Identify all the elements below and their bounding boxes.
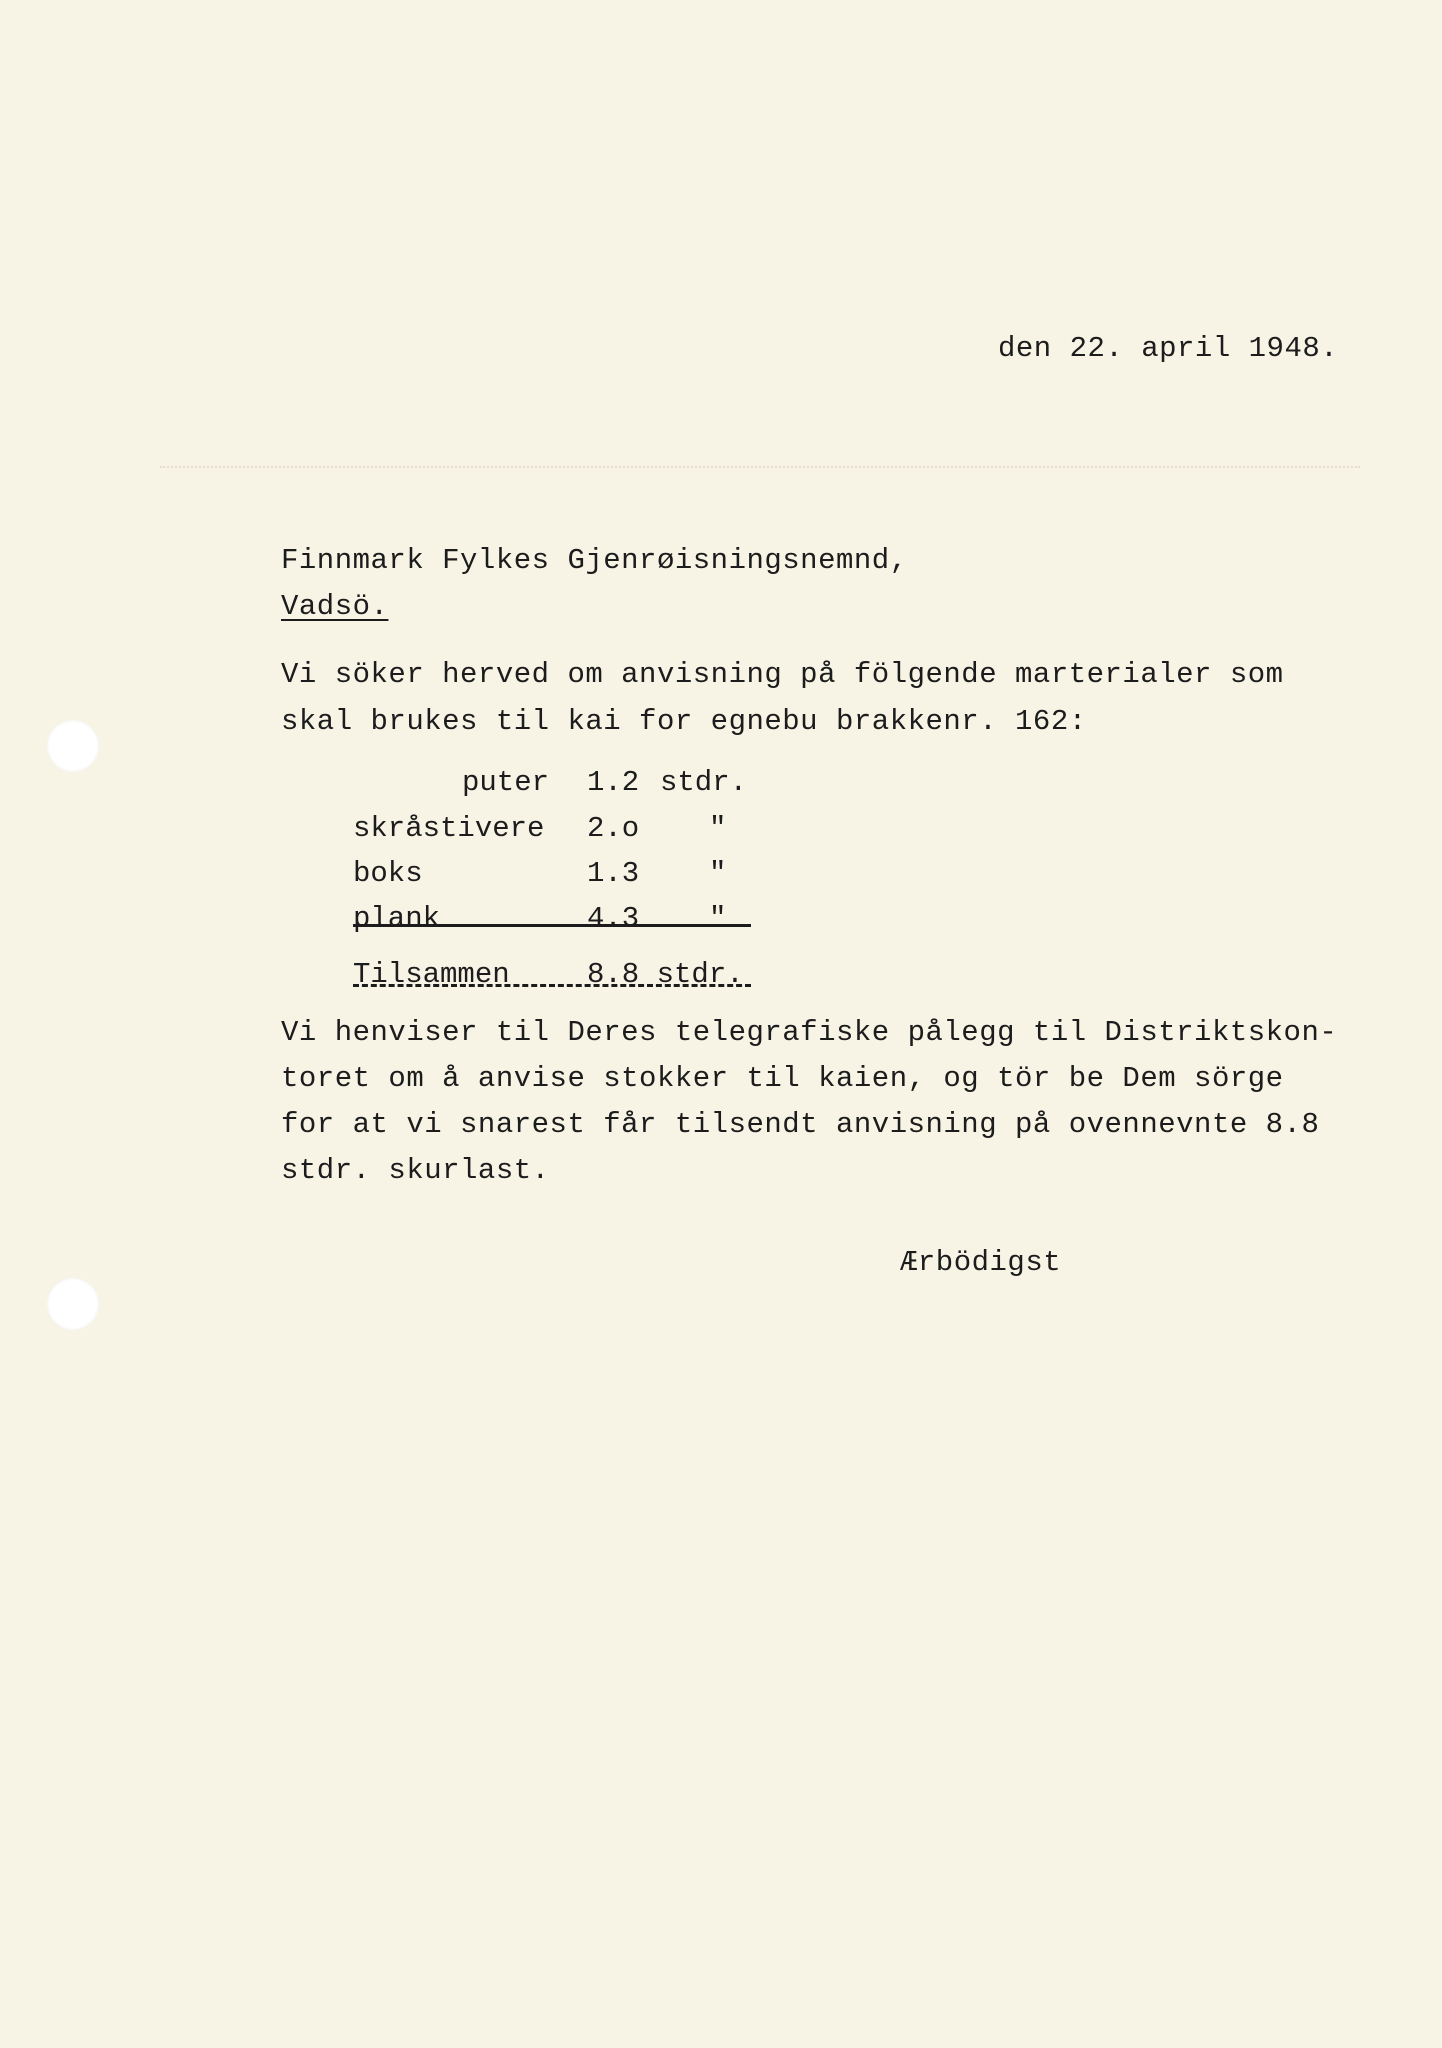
material-name: plank [353,902,441,935]
material-unit: " [709,902,727,935]
material-unit: stdr. [660,766,748,799]
total-underline [353,984,751,987]
closing-line-2: toret om å anvise stokker til kaien, og tör be Dem sörge [281,1062,1284,1095]
material-name: boks [353,857,423,890]
closing-line-4: stdr. skurlast. [281,1154,550,1187]
material-unit: " [709,857,727,890]
signoff: Ærbödigst [900,1246,1062,1279]
material-qty: 1.3 [587,857,640,890]
recipient-city: Vadsö. [281,590,389,623]
material-qty: 2.o [587,812,640,845]
intro-line-2: skal brukes til kai for egnebu brakkenr. 162: [281,705,1087,738]
punch-hole-top [47,720,99,772]
closing-line-3: for at vi snarest får tilsendt anvisning på ovennevnte 8.8 [281,1108,1320,1141]
material-name: skråstivere [353,812,545,845]
closing-line-1: Vi henviser til Deres telegrafiske pålegg til Distriktskon- [281,1016,1338,1049]
subtotal-rule [353,924,751,927]
intro-line-1: Vi söker herved om anvisning på fölgende marterialer som [281,658,1284,691]
punch-hole-bottom [47,1278,99,1330]
letter-date: den 22. april 1948. [998,332,1339,365]
material-qty: 1.2 [587,766,640,799]
total-value: 8.8 stdr. [587,958,744,991]
recipient-name: Finnmark Fylkes Gjenrøisningsnemnd, [281,544,908,577]
faint-printed-rule [160,466,1360,468]
material-name: puter [462,766,550,799]
total-label: Tilsammen [353,958,510,991]
material-qty: 4.3 [587,902,640,935]
material-unit: " [709,812,727,845]
